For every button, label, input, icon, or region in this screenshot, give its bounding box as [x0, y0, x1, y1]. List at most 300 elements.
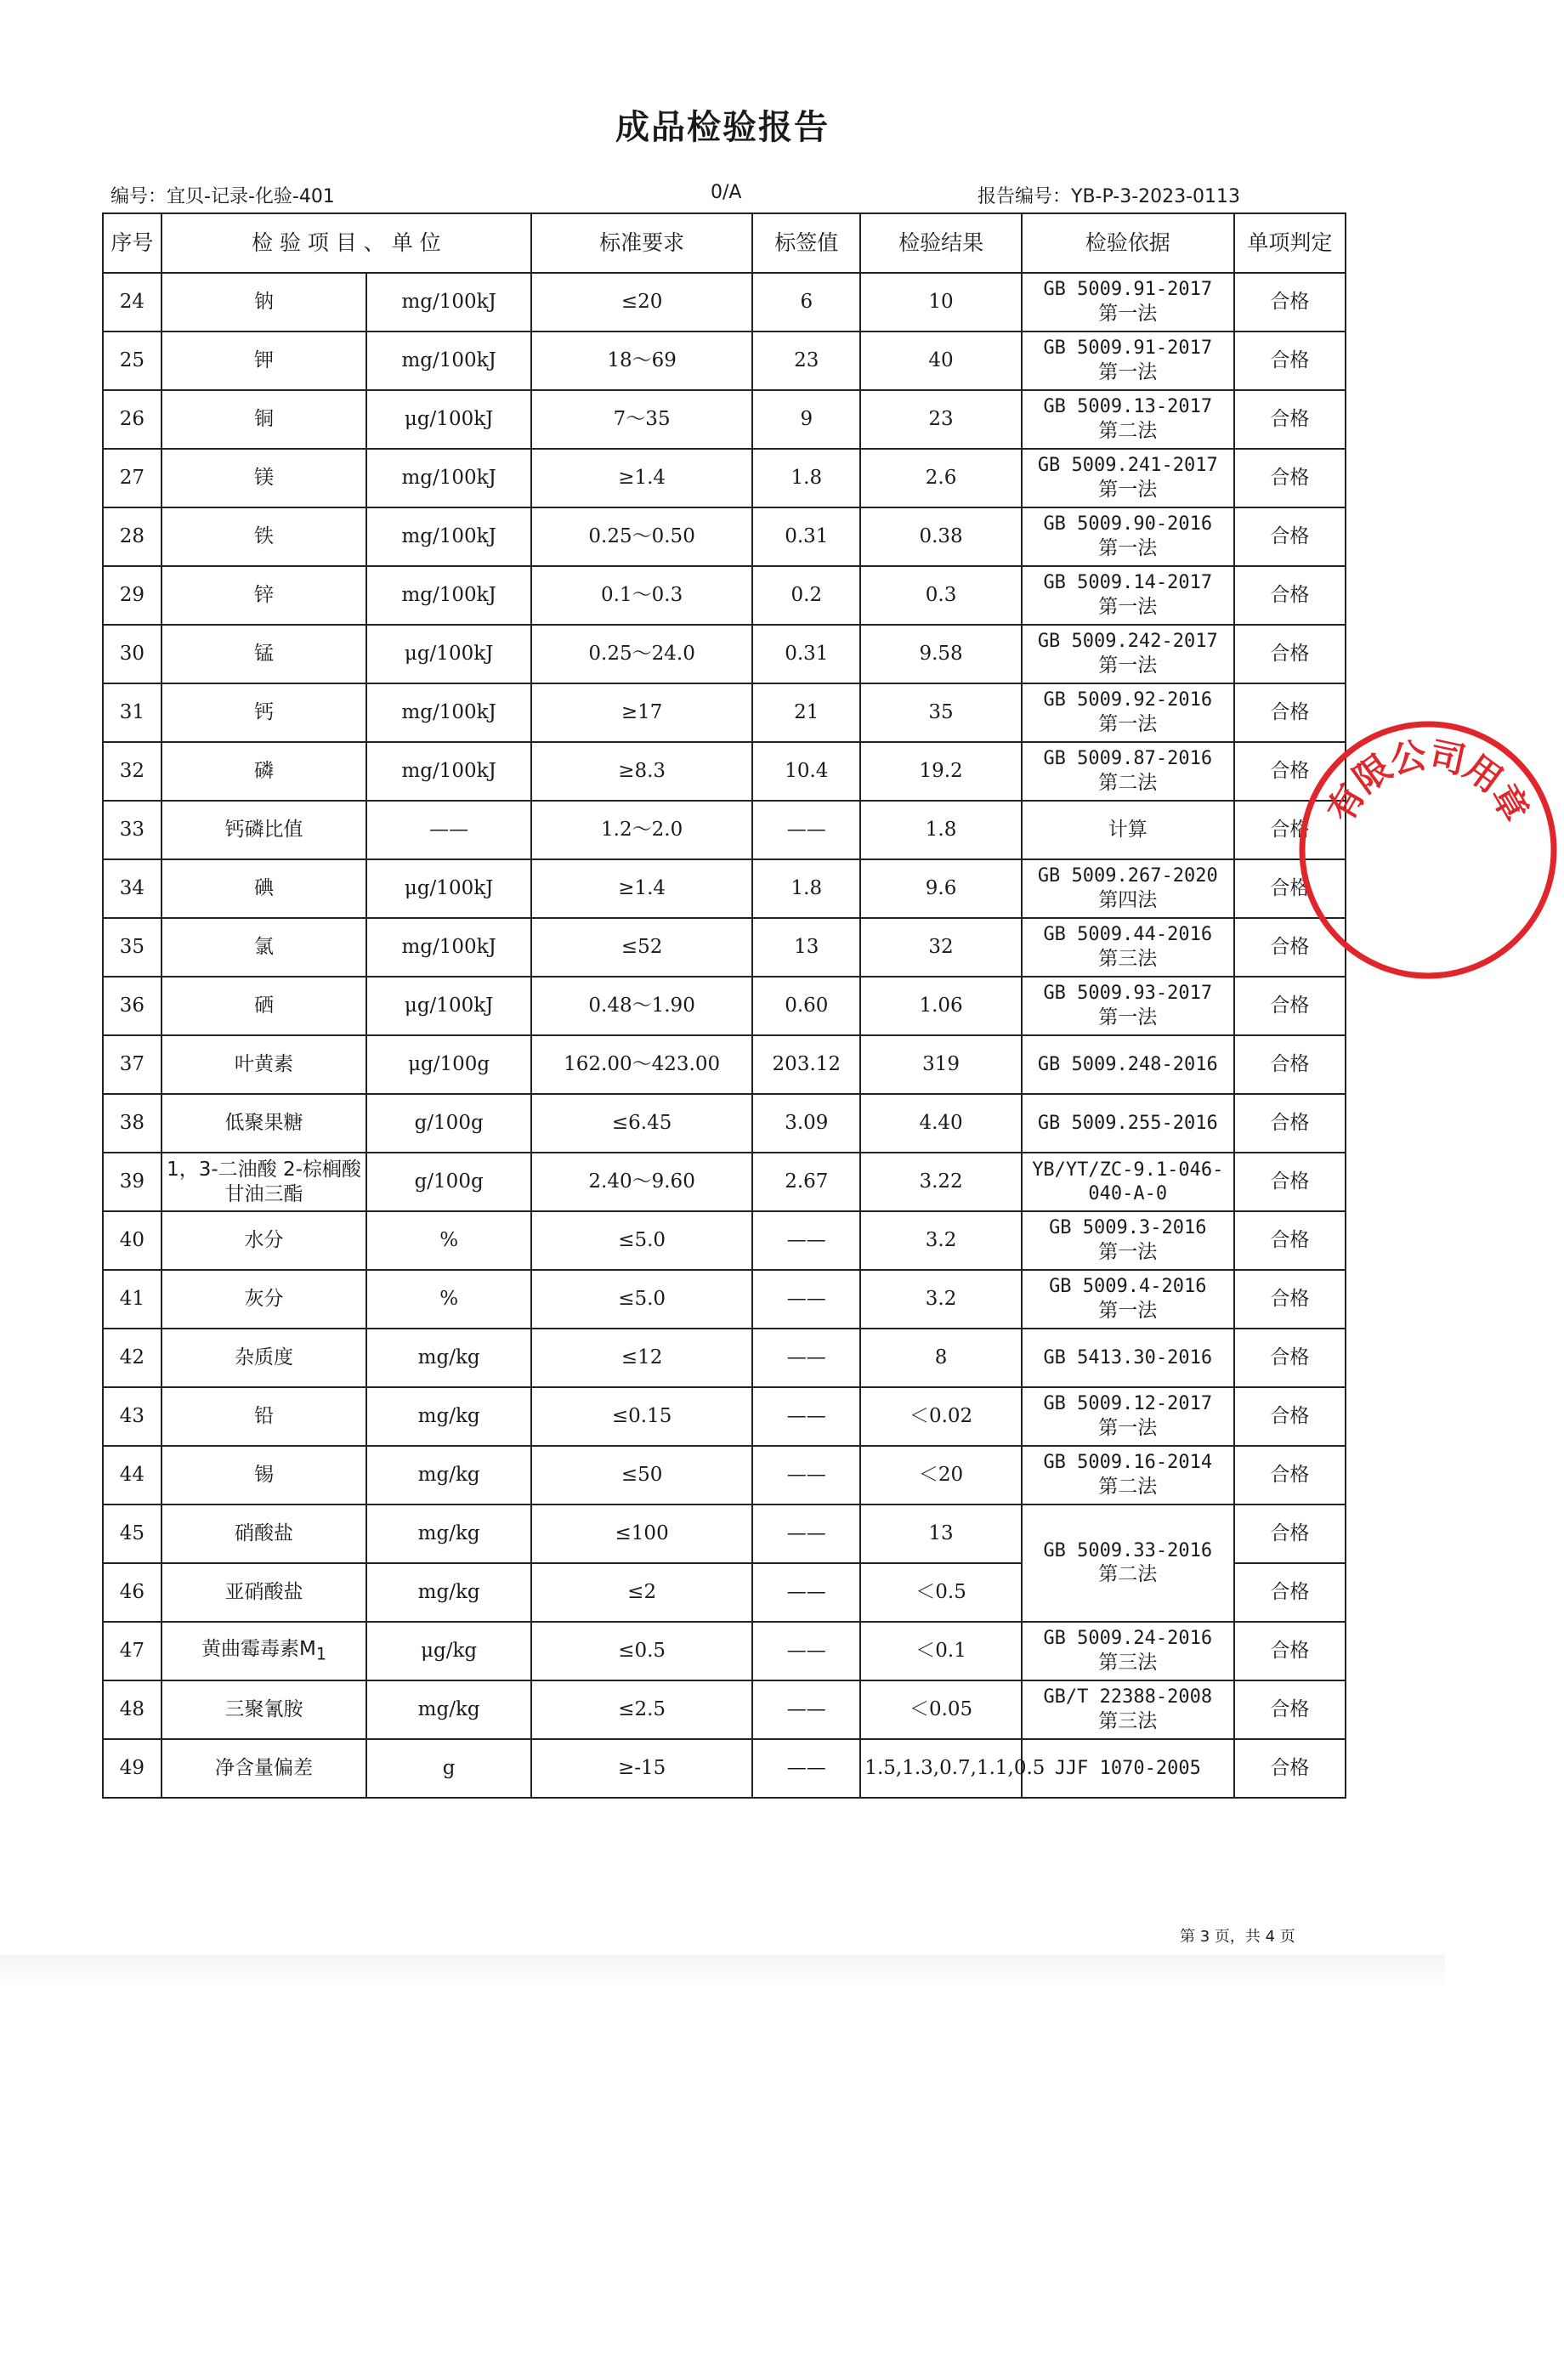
- standard-requirement: 7～35: [531, 390, 752, 449]
- table-row: [103, 1387, 1346, 1446]
- table-row: [103, 977, 1346, 1035]
- judgement: 合格: [1234, 801, 1346, 859]
- item-unit: mg/100kJ: [366, 273, 531, 332]
- judgement: 合格: [1234, 449, 1346, 507]
- table-body: [103, 273, 1346, 1798]
- row-number: 29: [103, 566, 162, 625]
- test-result: 0.3: [860, 566, 1022, 625]
- test-method: [1022, 332, 1234, 390]
- method-code: GB 5009.242-2017: [1037, 631, 1218, 653]
- header-label: 标签值: [752, 213, 860, 273]
- method-code: GB 5009.4-2016: [1049, 1276, 1207, 1298]
- judgement: 合格: [1234, 332, 1346, 390]
- row-number: 40: [103, 1211, 162, 1270]
- row-number: 25: [103, 332, 162, 390]
- method-subclause: 第一法: [1098, 536, 1158, 559]
- item-name-text: 钠: [254, 291, 274, 314]
- row-number: 48: [103, 1680, 162, 1739]
- seal-character: 有: [1319, 777, 1374, 829]
- test-method: [1022, 1446, 1234, 1504]
- row-number: 24: [103, 273, 162, 332]
- item-unit: mg/kg: [366, 1329, 531, 1387]
- standard-requirement: 1.2～2.0: [531, 801, 752, 859]
- table-row: [103, 1035, 1346, 1094]
- item-unit: mg/100kJ: [366, 918, 531, 977]
- row-number: 26: [103, 390, 162, 449]
- judgement: 合格: [1234, 1211, 1346, 1270]
- table-row: [103, 1680, 1346, 1739]
- method-code: GB 5009.267-2020: [1037, 865, 1218, 887]
- test-result: ＜0.05: [860, 1680, 1022, 1739]
- standard-requirement: ≥1.4: [531, 859, 752, 918]
- item-name: [162, 918, 367, 977]
- table-row: [103, 273, 1346, 332]
- item-unit: mg/100kJ: [366, 332, 531, 390]
- item-unit: μg/100kJ: [366, 859, 531, 918]
- method-subclause: 第二法: [1098, 419, 1158, 442]
- standard-requirement: ≤5.0: [531, 1270, 752, 1329]
- test-method: [1022, 1035, 1234, 1094]
- judgement: 合格: [1234, 273, 1346, 332]
- method-subclause: 第二法: [1098, 1563, 1158, 1586]
- label-value: ——: [752, 1680, 860, 1739]
- item-name: [162, 332, 367, 390]
- method-subclause: 第一法: [1098, 478, 1158, 501]
- label-value: 0.60: [752, 977, 860, 1035]
- scan-edge: [0, 1955, 1445, 1989]
- item-name-text: 磷: [254, 760, 274, 783]
- table-row: [103, 625, 1346, 683]
- item-name: [162, 1094, 367, 1153]
- method-code: GB 5009.44-2016: [1043, 924, 1213, 946]
- item-name-text: 硝酸盐: [235, 1522, 293, 1545]
- label-value: ——: [752, 1387, 860, 1446]
- label-value: ——: [752, 1563, 860, 1622]
- item-unit: μg/kg: [366, 1622, 531, 1680]
- label-value: ——: [752, 1270, 860, 1329]
- label-value: 3.09: [752, 1094, 860, 1153]
- test-method: [1022, 390, 1234, 449]
- method-code: GB 5413.30-2016: [1043, 1346, 1213, 1368]
- doc-version: 0/A: [711, 182, 742, 203]
- label-value: ——: [752, 1504, 860, 1563]
- method-code: GB 5009.3-2016: [1049, 1217, 1207, 1239]
- header-method: 检验依据: [1022, 213, 1234, 273]
- item-unit: mg/kg: [366, 1387, 531, 1446]
- method-subclause: 第一法: [1098, 654, 1158, 677]
- item-unit: μg/100kJ: [366, 390, 531, 449]
- test-result: 23: [860, 390, 1022, 449]
- method-code: GB 5009.24-2016: [1043, 1628, 1213, 1650]
- row-number: 34: [103, 859, 162, 918]
- standard-requirement: ≤100: [531, 1504, 752, 1563]
- test-result: 10: [860, 273, 1022, 332]
- item-name-text: 黄曲霉毒素M: [201, 1638, 316, 1661]
- table-row: [103, 1504, 1346, 1563]
- seal-character: 用: [1456, 746, 1510, 802]
- method-code: GB 5009.16-2014: [1043, 1452, 1213, 1474]
- judgement: 合格: [1234, 1035, 1346, 1094]
- judgement: 合格: [1234, 507, 1346, 566]
- method-code: GB/T 22388-2008: [1043, 1686, 1213, 1708]
- table-row: [103, 742, 1346, 801]
- header-judgement: 单项判定: [1234, 213, 1346, 273]
- label-value: 0.31: [752, 507, 860, 566]
- seal-character: 限: [1346, 746, 1400, 802]
- judgement: 合格: [1234, 1739, 1346, 1798]
- item-name-text: 叶黄素: [235, 1053, 293, 1076]
- item-unit: μg/100kJ: [366, 977, 531, 1035]
- label-value: 13: [752, 918, 860, 977]
- table-row: [103, 1622, 1346, 1680]
- method-code: GB 5009.13-2017: [1043, 396, 1213, 418]
- row-number: 43: [103, 1387, 162, 1446]
- test-method: [1022, 1329, 1234, 1387]
- item-name: [162, 859, 367, 918]
- doc-number: 编号：宜贝-记录-化验-401: [110, 186, 335, 207]
- test-method: [1022, 507, 1234, 566]
- test-result: 0.38: [860, 507, 1022, 566]
- item-name-text: 水分: [244, 1229, 284, 1252]
- judgement: 合格: [1234, 1094, 1346, 1153]
- judgement: 合格: [1234, 977, 1346, 1035]
- item-name-text: 铅: [254, 1405, 274, 1428]
- label-value: ——: [752, 1329, 860, 1387]
- item-name-text: 氯: [254, 936, 274, 959]
- test-method: [1022, 801, 1234, 859]
- item-name-text: 亚硝酸盐: [224, 1581, 303, 1604]
- report-title: 成品检验报告: [615, 108, 830, 147]
- item-name: [162, 1680, 367, 1739]
- test-method: [1022, 1270, 1234, 1329]
- item-name-text: 钙: [254, 701, 274, 724]
- label-value: 0.31: [752, 625, 860, 683]
- test-result: ＜20: [860, 1446, 1022, 1504]
- test-result: 19.2: [860, 742, 1022, 801]
- table-row: [103, 507, 1346, 566]
- table-row: [103, 1094, 1346, 1153]
- item-name-text: 低聚果糖: [224, 1112, 303, 1135]
- seal-character: 章: [1482, 777, 1537, 829]
- standard-requirement: 18～69: [531, 332, 752, 390]
- method-code: GB 5009.92-2016: [1043, 689, 1213, 711]
- item-name: [162, 977, 367, 1035]
- judgement: 合格: [1234, 1504, 1346, 1563]
- label-value: 2.67: [752, 1153, 860, 1211]
- label-value: 21: [752, 683, 860, 742]
- method-subclause: 第三法: [1098, 1709, 1158, 1732]
- label-value: ——: [752, 1622, 860, 1680]
- standard-requirement: ≤50: [531, 1446, 752, 1504]
- item-name: [162, 1563, 367, 1622]
- header-result: 检验结果: [860, 213, 1022, 273]
- table-row: [103, 1329, 1346, 1387]
- item-name-text: 锰: [254, 643, 274, 666]
- standard-requirement: 0.48～1.90: [531, 977, 752, 1035]
- table-row: [103, 1153, 1346, 1211]
- test-method: [1022, 1739, 1234, 1798]
- item-unit: mg/100kJ: [366, 742, 531, 801]
- row-number: 39: [103, 1153, 162, 1211]
- item-name: [162, 1153, 367, 1211]
- judgement: 合格: [1234, 390, 1346, 449]
- standard-requirement: ≥-15: [531, 1739, 752, 1798]
- judgement: 合格: [1234, 1680, 1346, 1739]
- item-name-text: 灰分: [244, 1288, 284, 1311]
- item-name-text: 1，3-二油酸 2-棕榈酸甘油三酯: [167, 1158, 361, 1205]
- test-result: 4.40: [860, 1094, 1022, 1153]
- judgement: 合格: [1234, 742, 1346, 801]
- item-name: [162, 1211, 367, 1270]
- label-value: 9: [752, 390, 860, 449]
- method-code: GB 5009.91-2017: [1043, 337, 1213, 360]
- item-unit: %: [366, 1270, 531, 1329]
- standard-requirement: ≤12: [531, 1329, 752, 1387]
- method-subclause: 第一法: [1098, 360, 1158, 383]
- seal-character: 公: [1386, 734, 1431, 782]
- judgement: 合格: [1234, 566, 1346, 625]
- method-subclause: 第三法: [1098, 947, 1158, 970]
- item-unit: g: [366, 1739, 531, 1798]
- item-name: [162, 566, 367, 625]
- judgement: 合格: [1234, 1387, 1346, 1446]
- item-name-text: 钾: [254, 349, 274, 372]
- row-number: 38: [103, 1094, 162, 1153]
- method-code: GB 5009.248-2016: [1037, 1053, 1218, 1075]
- label-value: 6: [752, 273, 860, 332]
- label-value: 1.8: [752, 449, 860, 507]
- item-unit: μg/100kJ: [366, 625, 531, 683]
- judgement: 合格: [1234, 1563, 1346, 1622]
- label-value: ——: [752, 801, 860, 859]
- method-code: GB 5009.12-2017: [1043, 1393, 1213, 1415]
- test-method: [1022, 566, 1234, 625]
- test-result: 1.06: [860, 977, 1022, 1035]
- item-subscript: 1: [315, 1644, 327, 1664]
- item-unit: g/100g: [366, 1153, 531, 1211]
- item-name-text: 碘: [254, 877, 274, 900]
- judgement: 合格: [1234, 625, 1346, 683]
- item-name: [162, 742, 367, 801]
- test-method: [1022, 1387, 1234, 1446]
- standard-requirement: ≤5.0: [531, 1211, 752, 1270]
- item-name-text: 锡: [254, 1464, 274, 1487]
- header-item-unit: 检 验 项 目 、 单 位: [162, 213, 531, 273]
- test-result: 35: [860, 683, 1022, 742]
- standard-requirement: ≥17: [531, 683, 752, 742]
- label-value: ——: [752, 1739, 860, 1798]
- method-subclause: 第一法: [1098, 1416, 1158, 1439]
- judgement: 合格: [1234, 918, 1346, 977]
- row-number: 42: [103, 1329, 162, 1387]
- test-result: 3.22: [860, 1153, 1022, 1211]
- table-row: [103, 449, 1346, 507]
- row-number: 30: [103, 625, 162, 683]
- report-number: 报告编号：YB-P-3-2023-0113: [978, 186, 1241, 207]
- table-row: [103, 390, 1346, 449]
- standard-requirement: ≤0.15: [531, 1387, 752, 1446]
- test-method: [1022, 859, 1234, 918]
- judgement: 合格: [1234, 859, 1346, 918]
- label-value: 1.8: [752, 859, 860, 918]
- item-unit: %: [366, 1211, 531, 1270]
- item-name-text: 镁: [254, 467, 274, 490]
- standard-requirement: ≤2: [531, 1563, 752, 1622]
- method-code: GB 5009.33-2016: [1043, 1539, 1213, 1561]
- row-number: 33: [103, 801, 162, 859]
- judgement: 合格: [1234, 1270, 1346, 1329]
- item-name-text: 铜: [254, 408, 274, 431]
- test-method: [1022, 1094, 1234, 1153]
- test-method: [1022, 1153, 1234, 1211]
- test-method: [1022, 1504, 1234, 1622]
- row-number: 37: [103, 1035, 162, 1094]
- table-row: [103, 683, 1346, 742]
- method-subclause: 第一法: [1098, 712, 1158, 735]
- item-unit: mg/kg: [366, 1680, 531, 1739]
- standard-requirement: 2.40～9.60: [531, 1153, 752, 1211]
- test-result: 3.2: [860, 1270, 1022, 1329]
- test-result: 9.58: [860, 625, 1022, 683]
- test-method: [1022, 273, 1234, 332]
- item-name: [162, 1387, 367, 1446]
- row-number: 45: [103, 1504, 162, 1563]
- item-unit: ——: [366, 801, 531, 859]
- method-subclause: 第一法: [1098, 595, 1158, 618]
- standard-requirement: ≥1.4: [531, 449, 752, 507]
- method-code: GB 5009.255-2016: [1037, 1112, 1218, 1134]
- test-result: 2.6: [860, 449, 1022, 507]
- row-number: 47: [103, 1622, 162, 1680]
- test-method: [1022, 918, 1234, 977]
- table-row: [103, 918, 1346, 977]
- method-subclause: 第一法: [1098, 1299, 1158, 1322]
- label-value: ——: [752, 1211, 860, 1270]
- row-number: 32: [103, 742, 162, 801]
- item-name: [162, 273, 367, 332]
- standard-requirement: ≤52: [531, 918, 752, 977]
- row-number: 36: [103, 977, 162, 1035]
- method-subclause: 第二法: [1098, 1475, 1158, 1498]
- row-number: 46: [103, 1563, 162, 1622]
- test-result: ＜0.02: [860, 1387, 1022, 1446]
- item-name: [162, 625, 367, 683]
- test-method: [1022, 977, 1234, 1035]
- standard-requirement: 0.25～0.50: [531, 507, 752, 566]
- label-value: 0.2: [752, 566, 860, 625]
- standard-requirement: 0.1～0.3: [531, 566, 752, 625]
- judgement: 合格: [1234, 1329, 1346, 1387]
- row-number: 41: [103, 1270, 162, 1329]
- item-name: [162, 1270, 367, 1329]
- item-name: [162, 449, 367, 507]
- item-name-text: 铁: [254, 525, 274, 548]
- item-name: [162, 683, 367, 742]
- item-name: [162, 1739, 367, 1798]
- test-method: [1022, 625, 1234, 683]
- item-unit: mg/100kJ: [366, 449, 531, 507]
- test-result: 319: [860, 1035, 1022, 1094]
- header-standard: 标准要求: [531, 213, 752, 273]
- item-name: [162, 507, 367, 566]
- label-value: 10.4: [752, 742, 860, 801]
- table-row: [103, 332, 1346, 390]
- table-row: [103, 1739, 1346, 1798]
- method-code: GB 5009.93-2017: [1043, 983, 1213, 1005]
- label-value: 203.12: [752, 1035, 860, 1094]
- method-code: GB 5009.14-2017: [1043, 572, 1213, 594]
- table-header-row: [103, 213, 1346, 273]
- row-number: 49: [103, 1739, 162, 1798]
- test-result: 9.6: [860, 859, 1022, 918]
- item-name: [162, 1446, 367, 1504]
- test-method: [1022, 683, 1234, 742]
- row-number: 28: [103, 507, 162, 566]
- method-subclause: 第二法: [1098, 771, 1158, 794]
- item-unit: mg/100kJ: [366, 566, 531, 625]
- method-code: GB 5009.241-2017: [1037, 455, 1218, 477]
- item-unit: g/100g: [366, 1094, 531, 1153]
- test-result: 8: [860, 1329, 1022, 1387]
- standard-requirement: ≤20: [531, 273, 752, 332]
- test-method: [1022, 1211, 1234, 1270]
- test-method: [1022, 742, 1234, 801]
- item-unit: μg/100g: [366, 1035, 531, 1094]
- item-name: [162, 1504, 367, 1563]
- item-name: [162, 1035, 367, 1094]
- method-subclause: 第一法: [1098, 302, 1158, 325]
- row-number: 44: [103, 1446, 162, 1504]
- method-code: JJF 1070-2005: [1054, 1757, 1201, 1779]
- standard-requirement: 162.00～423.00: [531, 1035, 752, 1094]
- item-name: [162, 1329, 367, 1387]
- test-method: [1022, 1622, 1234, 1680]
- table-row: [103, 1270, 1346, 1329]
- test-result: 1.5,1.3,0.7,1.1,0.5: [860, 1739, 1022, 1798]
- item-name-text: 净含量偏差: [215, 1757, 313, 1780]
- label-value: 23: [752, 332, 860, 390]
- test-method: [1022, 1680, 1234, 1739]
- table-row: [103, 859, 1346, 918]
- judgement: 合格: [1234, 1622, 1346, 1680]
- item-name: [162, 390, 367, 449]
- table-row: [103, 1446, 1346, 1504]
- item-name-text: 钙磷比值: [224, 819, 303, 842]
- item-name-text: 杂质度: [235, 1346, 293, 1369]
- item-unit: mg/100kJ: [366, 507, 531, 566]
- row-number: 27: [103, 449, 162, 507]
- header-no: 序号: [103, 213, 162, 273]
- method-code: YB/YT/ZC-9.1-046-: [1032, 1159, 1224, 1181]
- test-result: 13: [860, 1504, 1022, 1563]
- table-row: [103, 566, 1346, 625]
- method-code: GB 5009.87-2016: [1043, 748, 1213, 770]
- method-subclause: 第三法: [1098, 1651, 1158, 1674]
- item-name-text: 锌: [254, 584, 274, 607]
- method-subclause: 第一法: [1098, 1006, 1158, 1028]
- judgement: 合格: [1234, 683, 1346, 742]
- test-result: 3.2: [860, 1211, 1022, 1270]
- standard-requirement: ≥8.3: [531, 742, 752, 801]
- test-result: ＜0.1: [860, 1622, 1022, 1680]
- judgement: 合格: [1234, 1153, 1346, 1211]
- test-result: ＜0.5: [860, 1563, 1022, 1622]
- test-result: 1.8: [860, 801, 1022, 859]
- page-number: 第 3 页，共 4 页: [1180, 1928, 1295, 1946]
- item-unit: mg/100kJ: [366, 683, 531, 742]
- item-name-text: 硒: [254, 994, 274, 1017]
- method-code: GB 5009.90-2016: [1043, 513, 1213, 536]
